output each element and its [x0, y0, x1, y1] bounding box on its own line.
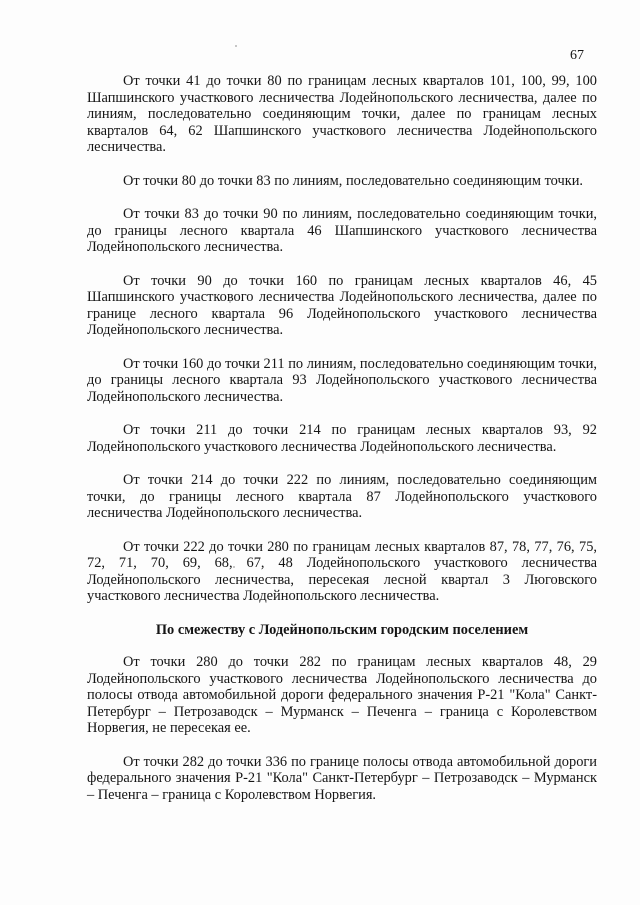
paragraph-80-83: От точки 80 до точки 83 по линиям, последовательно соединяющим точки.: [123, 172, 584, 189]
paragraph-214-222: От точки 214 до точки 222 по линиям, последовательно соединяющим точки, до границы лесного квартала 87 Лодейнопольского участкового лесничества Лодейнопольского лесничества.: [87, 472, 597, 521]
paragraph-41-80: От точки 41 до точки 80 по границам лесных кварталов 101, 100, 99, 100 Шапшинского участкового лесничества Лодейнопольского лесничества, далее по линиям, последовательно соединяющим точки, далее по границам лесных кварталов 64, 62 Шапшинского участкового лесничества Лодейнопольского лесничества.: [87, 73, 597, 155]
document-body: [87, 73, 597, 820]
paragraph-160-211: От точки 160 до точки 211 по линиям, последовательно соединяющим точки, до границы лесного квартала 93 Лодейнопольского участкового лесничества Лодейнопольского лесничества.: [87, 355, 597, 405]
paragraph-211-214: От точки 211 до точки 214 по границам лесных кварталов 93, 92 Лодейнопольского участкового лесничества Лодейнопольского лесничества.: [87, 422, 597, 455]
paragraph-280-282: От точки 280 до точки 282 по границам лесных кварталов 48, 29 Лодейнопольского участкового лесничества Лодейнопольского лесничества до полосы отвода автомобильной дороги федерального значения Р-21 "Кола" Санкт-Петербург – Петрозаводск – Мурманск – Печенга – граница с Королевством Норвегия, не пересекая ее.: [87, 654, 597, 736]
section-heading: По смежеству с Лодейнопольским городским поселением: [155, 621, 529, 638]
page-number: 67: [570, 48, 584, 63]
paragraph-83-90: От точки 83 до точки 90 по линиям, последовательно соединяющим точки, до границы лесного квартала 46 Шапшинского участкового лесничества Лодейнопольского лесничества.: [87, 206, 597, 255]
scan-speck: [235, 45, 237, 47]
paragraph-222-280: От точки 222 до точки 280 по границам лесных кварталов 87, 78, 77, 76, 75, 72, 71, 70, 69, 68, 67, 48 Лодейнопольского участкового лесничества Лодейнопольского лесничества, пересекая лесной квартал 3 Люговского участкового лесничества Лодейнопольского лесничества.: [87, 538, 597, 604]
paragraph-282-336: От точки 282 до точки 336 по границе полосы отвода автомобильной дороги федерального значения Р-21 "Кола" Санкт-Петербург – Петрозаводск – Мурманск – Печенга – граница с Королевством Норвегия.: [87, 753, 597, 803]
paragraph-90-160: От точки 90 до точки 160 по границам лесных кварталов 46, 45 Шапшинского участкового лесничества Лодейнопольского лесничества, далее по границе лесного квартала 96 Лодейнопольского участкового лесничества Лодейнопольского лесничества.: [87, 272, 597, 338]
